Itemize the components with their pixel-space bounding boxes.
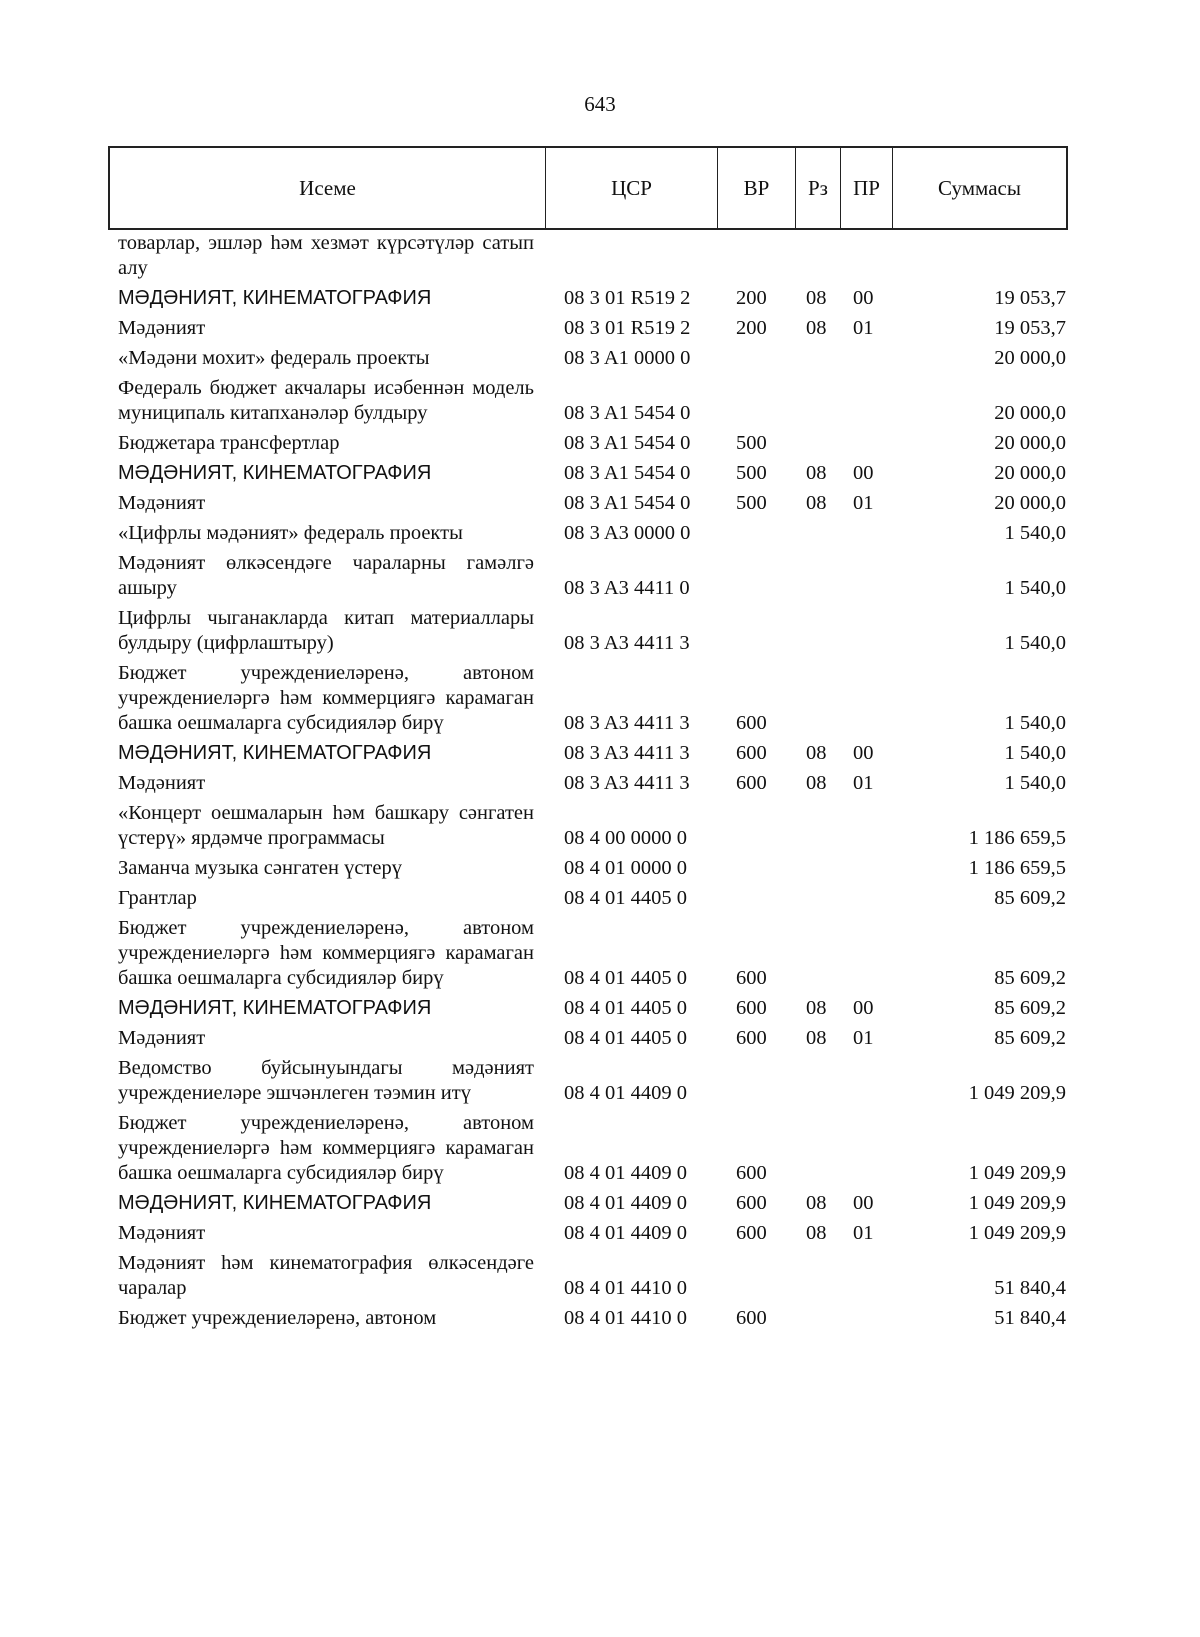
row-csr: 08 4 01 4409 0	[564, 1162, 687, 1184]
row-sum: 20 000,0	[994, 462, 1066, 484]
row-name: Бюджет учреждениеләренә, автоном учреждениеләргә һәм коммерциягә карамаган башка оешмаларга субсидияләр бирү	[118, 1112, 534, 1184]
row-pr: 01	[853, 317, 874, 339]
row-sum: 20 000,0	[994, 347, 1066, 369]
row-sum: 19 053,7	[994, 317, 1066, 339]
row-sum: 85 609,2	[994, 997, 1066, 1019]
row-name: Мәдәният	[118, 772, 206, 794]
row-rz: 08	[806, 742, 827, 764]
row-csr: 08 3 A3 0000 0	[564, 522, 691, 544]
row-sum: 1 540,0	[1004, 742, 1066, 764]
row-csr: 08 4 01 4409 0	[564, 1192, 687, 1214]
table-row	[108, 461, 1068, 486]
table-row	[108, 1306, 1068, 1331]
table-row	[108, 521, 1068, 546]
row-pr: 00	[853, 287, 874, 309]
row-csr: 08 3 A3 4411 0	[564, 577, 690, 599]
table-header	[108, 146, 1068, 230]
table-row	[108, 606, 1068, 656]
row-vr: 600	[736, 742, 767, 764]
row-name: Мәдәният өлкәсендәге чараларны гамәлгә ашыру	[118, 552, 534, 599]
row-sum: 1 049 209,9	[968, 1082, 1066, 1104]
row-sum: 1 540,0	[1004, 577, 1066, 599]
table-row	[108, 491, 1068, 516]
row-csr: 08 4 01 4405 0	[564, 997, 687, 1019]
row-vr: 600	[736, 1307, 767, 1329]
row-sum: 51 840,4	[994, 1307, 1066, 1329]
row-sum: 1 049 209,9	[968, 1222, 1066, 1244]
table-row	[108, 231, 1068, 281]
row-sum: 1 049 209,9	[968, 1192, 1066, 1214]
row-name: Мәдәният	[118, 317, 206, 339]
row-rz: 08	[806, 772, 827, 794]
table-row	[108, 376, 1068, 426]
row-sum: 1 540,0	[1004, 522, 1066, 544]
row-csr: 08 3 A3 4411 3	[564, 632, 690, 654]
row-name: МӘДӘНИЯТ, КИНЕМАТОГРАФИЯ	[118, 1192, 432, 1214]
row-sum: 85 609,2	[994, 1027, 1066, 1049]
table-row	[108, 741, 1068, 766]
table-row	[108, 661, 1068, 736]
table-row	[108, 916, 1068, 991]
row-name: товарлар, эшләр һәм хезмәт күрсәтүләр сатып алу	[118, 232, 534, 279]
row-vr: 200	[736, 317, 767, 339]
header-sum: Суммасы	[938, 175, 1021, 200]
row-sum: 1 186 659,5	[968, 857, 1066, 879]
row-csr: 08 4 01 4405 0	[564, 1027, 687, 1049]
row-csr: 08 3 A3 4411 3	[564, 742, 690, 764]
table-body	[108, 231, 1068, 1336]
table-row	[108, 551, 1068, 601]
row-pr: 01	[853, 492, 874, 514]
row-name: «Мәдәни мохит» федераль проекты	[118, 347, 430, 369]
row-rz: 08	[806, 317, 827, 339]
table-row	[108, 1026, 1068, 1051]
row-name: Бюджет учреждениеләренә, автоном учреждениеләргә һәм коммерциягә карамаган башка оешмаларга субсидияләр бирү	[118, 662, 534, 734]
row-name: Мәдәният	[118, 1222, 206, 1244]
row-csr: 08 4 01 4405 0	[564, 967, 687, 989]
row-rz: 08	[806, 997, 827, 1019]
table-row	[108, 346, 1068, 371]
row-rz: 08	[806, 492, 827, 514]
row-name: Бюджет учреждениеләренә, автоном	[118, 1307, 437, 1329]
header-csr: ЦСР	[546, 148, 718, 228]
row-vr: 600	[736, 1192, 767, 1214]
row-csr: 08 3 A1 5454 0	[564, 492, 691, 514]
row-csr: 08 4 01 4410 0	[564, 1277, 687, 1299]
row-name: Бюджетара трансфертлар	[118, 432, 340, 454]
row-name: Мәдәният һәм кинематография өлкәсендәге чаралар	[118, 1252, 534, 1299]
row-sum: 1 186 659,5	[968, 827, 1066, 849]
row-sum: 20 000,0	[994, 402, 1066, 424]
table-row	[108, 886, 1068, 911]
table-row	[108, 1056, 1068, 1106]
row-sum: 1 049 209,9	[968, 1162, 1066, 1184]
row-pr: 00	[853, 997, 874, 1019]
table-row	[108, 856, 1068, 881]
row-vr: 500	[736, 492, 767, 514]
row-name: МӘДӘНИЯТ, КИНЕМАТОГРАФИЯ	[118, 287, 432, 309]
row-csr: 08 4 01 4409 0	[564, 1222, 687, 1244]
row-csr: 08 3 A1 5454 0	[564, 402, 691, 424]
table-row	[108, 1221, 1068, 1246]
header-name: Исеме	[110, 148, 546, 228]
row-rz: 08	[806, 1027, 827, 1049]
row-csr: 08 3 01 R519 2	[564, 287, 691, 309]
row-vr: 500	[736, 462, 767, 484]
page-number: 643	[584, 92, 616, 116]
row-sum: 1 540,0	[1004, 772, 1066, 794]
row-vr: 600	[736, 1222, 767, 1244]
row-name: Мәдәният	[118, 1027, 206, 1049]
row-csr: 08 3 A3 4411 3	[564, 712, 690, 734]
table-row	[108, 1111, 1068, 1186]
row-name: Грантлар	[118, 887, 197, 909]
row-sum: 20 000,0	[994, 492, 1066, 514]
row-pr: 00	[853, 462, 874, 484]
row-name: Цифрлы чыганакларда китап материаллары булдыру (цифрлаштыру)	[118, 607, 534, 654]
row-csr: 08 4 01 4405 0	[564, 887, 687, 909]
row-name: Мәдәният	[118, 492, 206, 514]
row-sum: 85 609,2	[994, 967, 1066, 989]
row-pr: 01	[853, 1222, 874, 1244]
row-sum: 20 000,0	[994, 432, 1066, 454]
row-sum: 85 609,2	[994, 887, 1066, 909]
row-csr: 08 3 01 R519 2	[564, 317, 691, 339]
row-pr: 00	[853, 742, 874, 764]
row-rz: 08	[806, 287, 827, 309]
table-row	[108, 316, 1068, 341]
row-csr: 08 4 01 4410 0	[564, 1307, 687, 1329]
row-name: Федераль бюджет акчалары исәбеннән модель муниципаль китапханәләр булдыру	[118, 377, 534, 424]
row-name: «Концерт оешмаларын һәм башкару сәнгатен үстерү» ярдәмче программасы	[118, 802, 534, 849]
row-rz: 08	[806, 1222, 827, 1244]
table-row	[108, 431, 1068, 456]
row-vr: 600	[736, 967, 767, 989]
header-vr: ВР	[718, 148, 796, 228]
row-name: МӘДӘНИЯТ, КИНЕМАТОГРАФИЯ	[118, 462, 432, 484]
row-vr: 500	[736, 432, 767, 454]
row-vr: 600	[736, 772, 767, 794]
row-vr: 600	[736, 712, 767, 734]
row-name: Заманча музыка сәнгатен үстерү	[118, 857, 402, 879]
table-row	[108, 996, 1068, 1021]
row-rz: 08	[806, 462, 827, 484]
row-name: МӘДӘНИЯТ, КИНЕМАТОГРАФИЯ	[118, 742, 432, 764]
row-vr: 600	[736, 997, 767, 1019]
row-sum: 51 840,4	[994, 1277, 1066, 1299]
row-rz: 08	[806, 1192, 827, 1214]
row-vr: 200	[736, 287, 767, 309]
row-csr: 08 3 A1 0000 0	[564, 347, 691, 369]
row-sum: 1 540,0	[1004, 712, 1066, 734]
row-vr: 600	[736, 1027, 767, 1049]
row-csr: 08 3 A1 5454 0	[564, 432, 691, 454]
row-sum: 1 540,0	[1004, 632, 1066, 654]
row-sum: 19 053,7	[994, 287, 1066, 309]
row-name: Ведомство буйсынуындагы мәдәният учреждениеләре эшчәнлеген тәэмин итү	[118, 1057, 534, 1104]
row-vr: 600	[736, 1162, 767, 1184]
table-row	[108, 1191, 1068, 1216]
table-row	[108, 286, 1068, 311]
table-row	[108, 801, 1068, 851]
row-csr: 08 4 01 0000 0	[564, 857, 687, 879]
row-name: МӘДӘНИЯТ, КИНЕМАТОГРАФИЯ	[118, 997, 432, 1019]
row-csr: 08 4 00 0000 0	[564, 827, 687, 849]
row-name: Бюджет учреждениеләренә, автоном учреждениеләргә һәм коммерциягә карамаган башка оешмаларга субсидияләр бирү	[118, 917, 534, 989]
row-pr: 01	[853, 772, 874, 794]
row-csr: 08 3 A1 5454 0	[564, 462, 691, 484]
row-pr: 01	[853, 1027, 874, 1049]
row-name: «Цифрлы мәдәният» федераль проекты	[118, 522, 463, 544]
row-csr: 08 4 01 4409 0	[564, 1082, 687, 1104]
table-row	[108, 771, 1068, 796]
row-csr: 08 3 A3 4411 3	[564, 772, 690, 794]
header-rz: Рз	[796, 148, 841, 228]
header-pr: ПР	[841, 148, 893, 228]
row-pr: 00	[853, 1192, 874, 1214]
table-row	[108, 1251, 1068, 1301]
